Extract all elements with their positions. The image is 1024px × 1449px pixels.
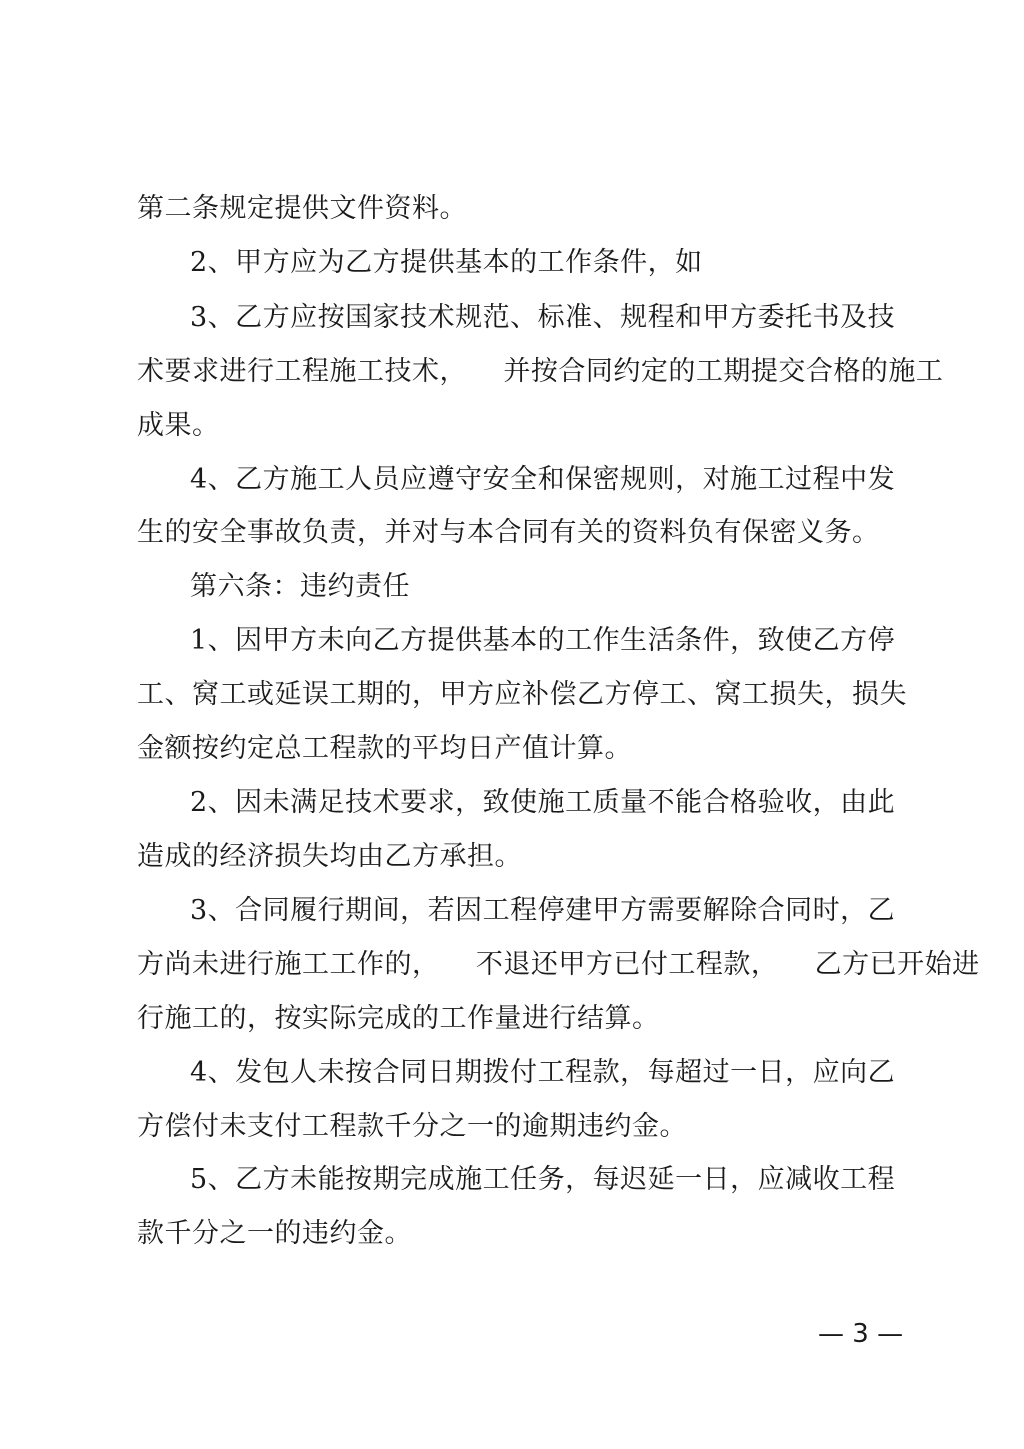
text-line: 术要求进行工程施工技术， 并按合同约定的工期提交合格的施工 (137, 356, 944, 387)
text-line: 3、合同履行期间，若因工程停建甲方需要解除合同时，乙 (190, 895, 896, 926)
text-line: 2、甲方应为乙方提供基本的工作条件，如 (190, 247, 703, 278)
text-line: 造成的经济损失均由乙方承担。 (137, 841, 522, 872)
text-line: 4、发包人未按合同日期拨付工程款，每超过一日，应向乙 (190, 1057, 896, 1088)
text-line: 第二条规定提供文件资料。 (137, 193, 467, 224)
text-line: 方偿付未支付工程款千分之一的逾期违约金。 (137, 1111, 687, 1142)
text-line: 3、乙方应按国家技术规范、标准、规程和甲方委托书及技 (190, 302, 896, 333)
text-line: 工、窝工或延误工期的，甲方应补偿乙方停工、窝工损失，损失 (137, 679, 907, 710)
text-line: 方尚未进行施工工作的， 不退还甲方已付工程款， 乙方已开始进 (137, 949, 980, 980)
text-line: 4、乙方施工人员应遵守安全和保密规则，对施工过程中发 (190, 464, 896, 495)
text-line: 5、乙方未能按期完成施工任务，每迟延一日，应减收工程 (190, 1164, 896, 1195)
text-line: 成果。 (137, 410, 220, 441)
text-line: 金额按约定总工程款的平均日产值计算。 (137, 733, 632, 764)
text-line: 款千分之一的违约金。 (137, 1218, 412, 1249)
section-heading: 第六条：违约责任 (190, 571, 410, 602)
text-line: 1、因甲方未向乙方提供基本的工作生活条件，致使乙方停 (190, 625, 896, 656)
text-line: 2、因未满足技术要求，致使施工质量不能合格验收，由此 (190, 787, 896, 818)
text-line: 生的安全事故负责，并对与本合同有关的资料负有保密义务。 (137, 517, 880, 548)
page-number: — 3 — (818, 1319, 904, 1349)
text-line: 行施工的，按实际完成的工作量进行结算。 (137, 1003, 660, 1034)
